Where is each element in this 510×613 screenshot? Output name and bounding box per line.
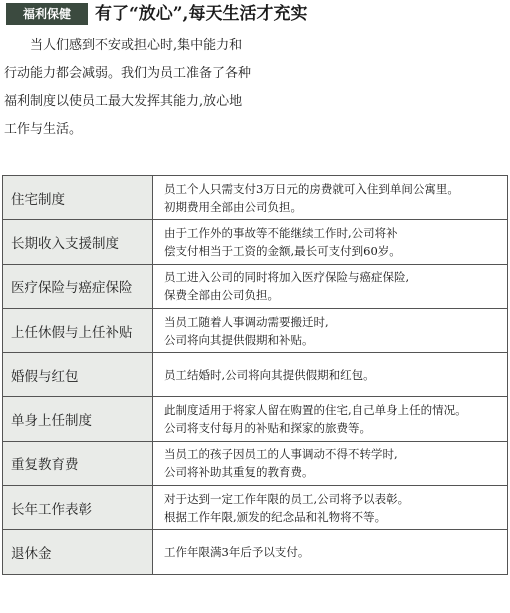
description-line: 保费全部由公司负担。	[164, 288, 279, 303]
table-row	[3, 486, 508, 530]
intro-paragraph	[4, 32, 284, 144]
description-line: 由于工作外的事故等不能继续工作时,公司将补	[164, 225, 398, 240]
benefit-name: 医疗保险与癌症保险	[3, 264, 153, 308]
benefits-table	[2, 175, 508, 575]
benefit-name: 上任休假与上任补贴	[3, 308, 153, 352]
table-row	[3, 220, 508, 264]
benefit-name: 退休金	[3, 530, 153, 574]
description-line: 公司将向其提供假期和补贴。	[164, 332, 314, 347]
intro-line: 福利制度以使员工最大发挥其能力,放心地	[4, 94, 243, 109]
description-line: 当员工的孩子因员工的人事调动不得不转学时,	[164, 447, 398, 462]
benefit-description	[153, 530, 508, 574]
table-row	[3, 397, 508, 441]
benefit-description	[153, 397, 508, 441]
benefit-name: 住宅制度	[3, 176, 153, 220]
description-line: 员工进入公司的同时将加入医疗保险与癌症保险,	[164, 270, 410, 285]
description-line: 当员工随着人事调动需要搬迁时,	[164, 314, 329, 329]
description-line: 公司将支付每月的补贴和探家的旅费等。	[164, 421, 371, 436]
benefit-description	[153, 353, 508, 397]
benefit-description	[153, 220, 508, 264]
benefit-name: 长期收入支援制度	[3, 220, 153, 264]
benefit-name: 长年工作表彰	[3, 486, 153, 530]
table-row	[3, 441, 508, 485]
benefit-description	[153, 486, 508, 530]
intro-line: 工作与生活。	[4, 122, 83, 137]
page-title: 有了“放心”,每天生活才充实	[95, 4, 308, 24]
section-tag: 福利保健	[6, 3, 88, 25]
table-row	[3, 530, 508, 574]
description-line: 公司将补助其重复的教育费。	[164, 465, 314, 480]
benefit-description	[153, 441, 508, 485]
benefit-name: 单身上任制度	[3, 397, 153, 441]
table-row	[3, 264, 508, 308]
description-line: 偿支付相当于工资的金额,最长可支付到60岁。	[164, 243, 401, 258]
benefit-name: 重复教育费	[3, 441, 153, 485]
description-line: 员工个人只需支付3万日元的房费就可入住到单间公寓里。	[164, 181, 459, 196]
description-line: 初期费用全部由公司负担。	[164, 199, 302, 214]
intro-line: 当人们感到不安或担心时,集中能力和	[30, 38, 243, 53]
intro-line: 行动能力都会减弱。我们为员工准备了各种	[4, 66, 252, 81]
description-line: 对于达到一定工作年限的员工,公司将予以表彰。	[164, 491, 410, 506]
table-row	[3, 176, 508, 220]
description-line: 根据工作年限,颁发的纪念品和礼物将不等。	[164, 509, 387, 524]
description-line: 工作年限满3年后予以支付。	[164, 545, 310, 560]
benefit-description	[153, 176, 508, 220]
benefit-name: 婚假与红包	[3, 353, 153, 397]
table-row	[3, 308, 508, 352]
page-header	[0, 0, 510, 30]
benefit-description	[153, 308, 508, 352]
table-row	[3, 353, 508, 397]
description-line: 此制度适用于将家人留在购置的住宅,自己单身上任的情况。	[164, 403, 467, 418]
benefit-description	[153, 264, 508, 308]
description-line: 员工结婚时,公司将向其提供假期和红包。	[164, 367, 375, 382]
